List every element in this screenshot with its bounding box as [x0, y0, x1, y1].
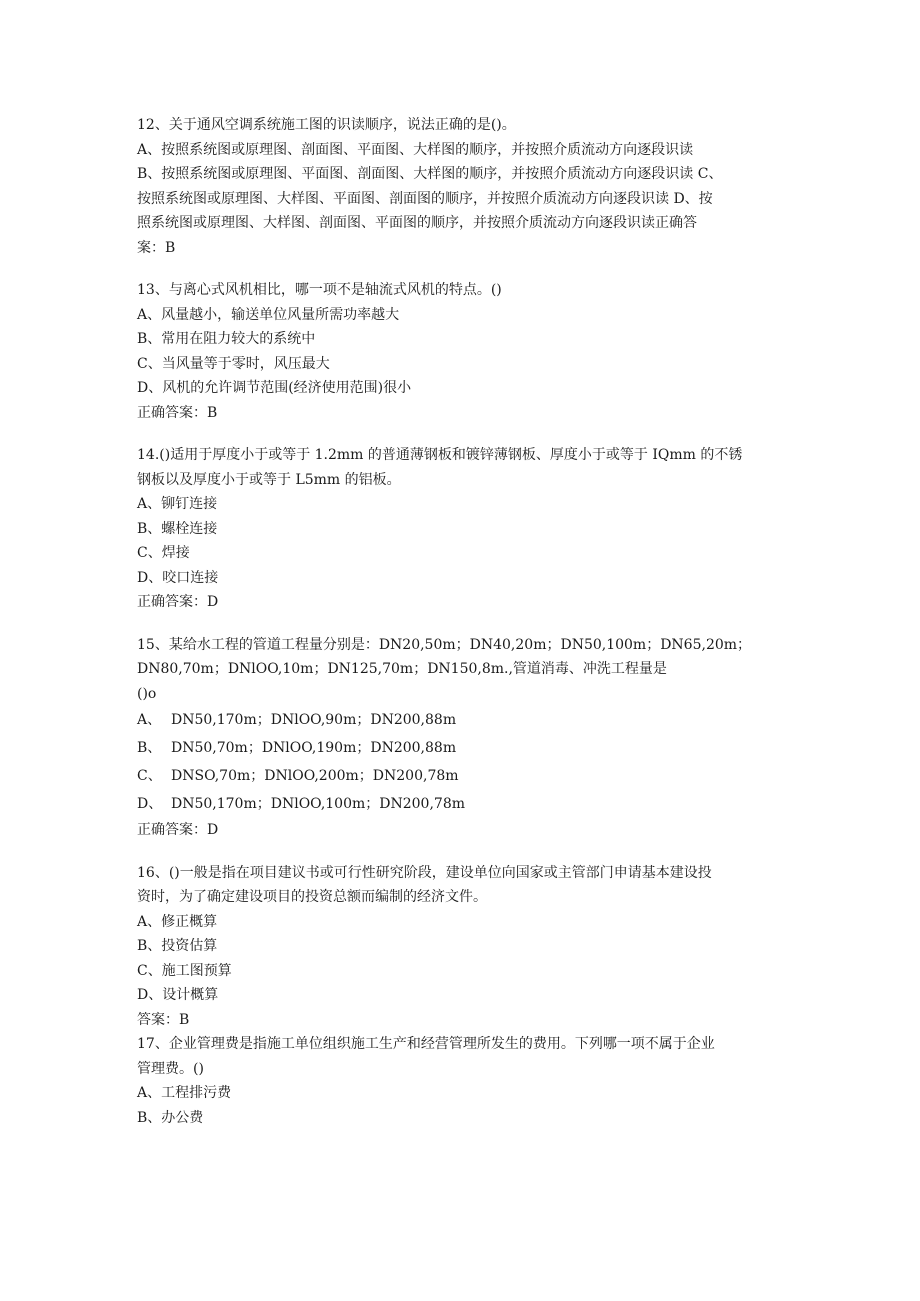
- question-16: [137, 861, 797, 1033]
- option-b: B、常用在阻力较大的系统中: [137, 331, 316, 347]
- option-c: C、焊接: [137, 545, 190, 561]
- question-12: [137, 113, 797, 260]
- option-a: A、工程排污费: [137, 1085, 232, 1101]
- question-answer: 正确答案：D: [137, 594, 219, 610]
- option-a: [137, 706, 797, 734]
- question-stem: 资时，为了确定建设项目的投资总额而编制的经济文件。: [137, 889, 487, 905]
- option-b: B、螺栓连接: [137, 520, 218, 537]
- option-label: C、: [137, 768, 162, 784]
- option-c: C、施工图预算: [137, 962, 232, 979]
- question-line: A、按照系统图或原理图、剖面图、平面图、大样图的顺序，并按照介质流动方向逐段识读: [137, 141, 694, 158]
- option-text: DNSO,70m；DNlOO,200m；DN200,78m: [171, 768, 459, 784]
- option-b: B、办公费: [137, 1109, 204, 1126]
- option-b: [137, 734, 797, 762]
- option-b: B、投资估算: [137, 938, 218, 954]
- question-stem: 17、企业管理费是指施工单位组织施工生产和经营管理所发生的费用。下列哪一项不属于企业: [137, 1036, 715, 1052]
- question-stem: DN80,70m；DNlOO,10m；DN125,70m；DN150,8m.,管道消毒、冲洗工程量是: [137, 661, 667, 677]
- question-line: 按照系统图或原理图、大样图、平面图、剖面图的顺序，并按照介质流动方向逐段识读 D、按: [137, 190, 713, 207]
- option-label: B、: [137, 740, 162, 756]
- question-answer: 正确答案：D: [137, 822, 219, 838]
- option-text: DN50,170m；DNlOO,90m；DN200,88m: [171, 712, 457, 728]
- question-stem: 14.()适用于厚度小于或等于 1.2mm 的普通薄钢板和镀锌薄钢板、厚度小于或等于 IQmm 的不锈: [137, 447, 743, 463]
- option-label: A、: [137, 712, 162, 728]
- question-stem: ()o: [137, 685, 157, 702]
- option-a: A、修正概算: [137, 913, 218, 930]
- option-text: DN50,70m；DNlOO,190m；DN200,88m: [171, 740, 457, 756]
- question-answer: 案：B: [137, 239, 176, 256]
- option-d: D、风机的允许调节范围(经济使用范围)很小: [137, 380, 412, 396]
- option-c: [137, 762, 797, 790]
- document-page: [137, 113, 797, 1130]
- question-14: [137, 443, 797, 615]
- question-stem: 管理费。(): [137, 1060, 204, 1077]
- option-c: C、当风量等于零时，风压最大: [137, 355, 330, 372]
- question-stem: 13、与离心式风机相比，哪一项不是轴流式风机的特点。(): [137, 282, 502, 298]
- question-13: [137, 278, 797, 425]
- question-stem: 16、()一般是指在项目建议书或可行性研究阶段，建设单位向国家或主管部门申请基本建设投: [137, 864, 712, 881]
- question-line: B、按照系统图或原理图、平面图、剖面图、大样图的顺序，并按照介质流动方向逐段识读 C、: [137, 166, 723, 182]
- option-d: D、设计概算: [137, 987, 219, 1003]
- question-stem: 钢板以及厚度小于或等于 L5mm 的铝板。: [137, 471, 401, 488]
- question-stem: 15、某给水工程的管道工程量分别是：DN20,50m；DN40,20m；DN50,100m；DN65,20m；: [137, 636, 752, 653]
- question-15: [137, 633, 797, 843]
- question-line: 照系统图或原理图、大样图、剖面图、平面图的顺序，并按照介质流动方向逐段识读正确答: [137, 215, 697, 231]
- question-answer: 正确答案：B: [137, 404, 218, 421]
- question-17: [137, 1032, 797, 1130]
- option-label: D、: [137, 796, 163, 812]
- question-stem: 12、关于通风空调系统施工图的识读顺序，说法正确的是()。: [137, 117, 516, 133]
- option-text: DN50,170m；DNlOO,100m；DN200,78m: [171, 796, 466, 812]
- option-d: [137, 790, 797, 818]
- question-answer: 答案：B: [137, 1011, 190, 1028]
- option-d: D、咬口连接: [137, 569, 219, 586]
- option-a: A、风量越小，输送单位风量所需功率越大: [137, 306, 400, 323]
- option-a: A、铆钉连接: [137, 496, 218, 512]
